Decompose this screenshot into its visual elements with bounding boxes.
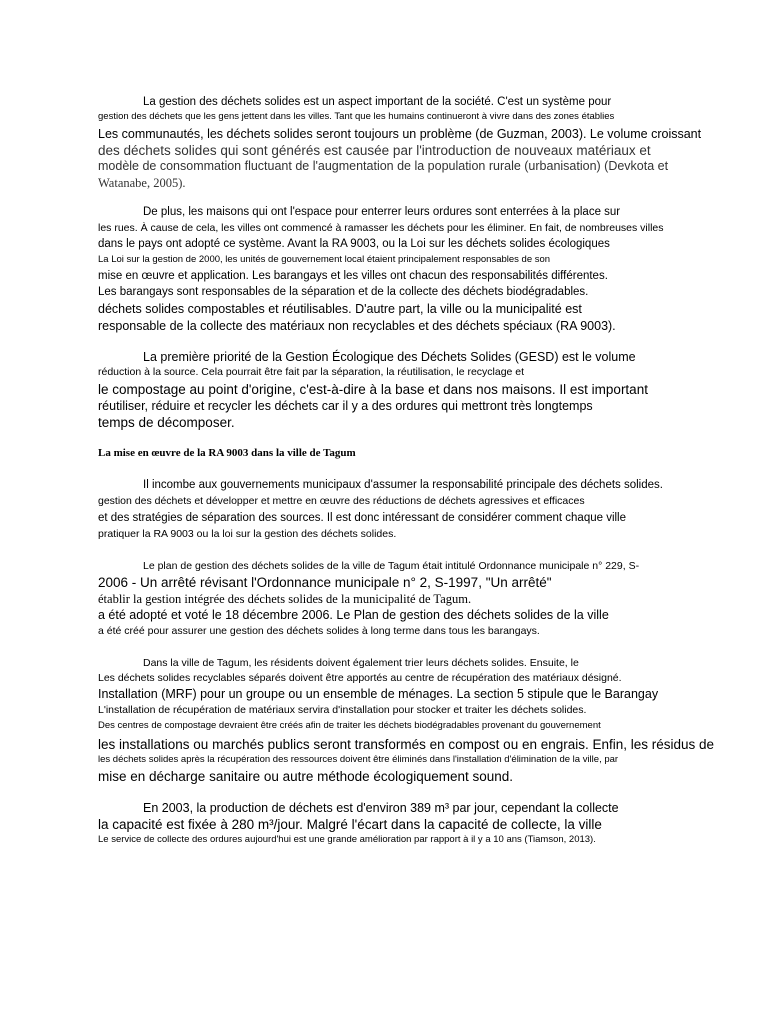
paragraph-7-line-2: la capacité est fixée à 280 m³/jour. Malgré l'écart dans la capacité de collecte, la ville xyxy=(98,817,602,832)
paragraph-2-line-1: De plus, les maisons qui ont l'espace pour enterrer leurs ordures sont enterrées à la place sur xyxy=(143,206,621,218)
paragraph-3-line-4: réutiliser, réduire et recycler les déchets car il y a des ordures qui mettront très longtemps xyxy=(98,399,593,413)
paragraph-1-line-1: La gestion des déchets solides est un aspect important de la société. C'est un système pour xyxy=(143,96,612,108)
paragraph-6-line-1: Dans la ville de Tagum, les résidents doivent également trier leurs déchets solides. Ensuite, le xyxy=(143,657,579,669)
paragraph-6-line-5: Des centres de compostage devraient être créés afin de traiter les déchets biodégradables provenant du gouvernement xyxy=(98,720,601,731)
paragraph-2-line-3: dans le pays ont adopté ce système. Avant la RA 9003, ou la Loi sur les déchets solides écologiques xyxy=(98,238,610,250)
paragraph-6-line-3: Installation (MRF) pour un groupe ou un ensemble de ménages. La section 5 stipule que le Barangay xyxy=(98,687,659,701)
paragraph-6-line-7: les déchets solides après la récupération des ressources doivent être éliminés dans l'installation d'élimination de la ville, par xyxy=(98,754,619,765)
paragraph-4-line-2: gestion des déchets et développer et mettre en œuvre des réductions de déchets agressives et efficaces xyxy=(98,495,585,507)
paragraph-5-line-2: 2006 - Un arrêté révisant l'Ordonnance municipale n° 2, S-1997, "Un arrêté" xyxy=(98,575,552,590)
paragraph-6-line-8: mise en décharge sanitaire ou autre méthode écologiquement sound. xyxy=(98,769,514,784)
paragraph-4-line-1: Il incombe aux gouvernements municipaux d'assumer la responsabilité principale des déchets solides. xyxy=(143,479,663,491)
paragraph-1-line-3: Les communautés, les déchets solides seront toujours un problème (de Guzman, 2003). Le volume croissant xyxy=(98,127,702,141)
paragraph-5-line-4: a été adopté et voté le 18 décembre 2006. Le Plan de gestion des déchets solides de la ville xyxy=(98,608,609,622)
paragraph-4-line-4: pratiquer la RA 9003 ou la loi sur la gestion des déchets solides. xyxy=(98,528,397,540)
paragraph-5-line-5: a été créé pour assurer une gestion des déchets solides à long terme dans tous les barangays. xyxy=(98,625,540,637)
paragraph-1-line-2: gestion des déchets que les gens jettent dans les villes. Tant que les humains continueront à vivre dans des zones établies xyxy=(98,111,615,122)
paragraph-4-line-3: et des stratégies de séparation des sources. Il est donc intéressant de considérer comment chaque ville xyxy=(98,512,627,524)
paragraph-7-line-1: En 2003, la production de déchets est d'environ 389 m³ par jour, cependant la collecte xyxy=(143,801,619,815)
paragraph-5-line-3: établir la gestion intégrée des déchets solides de la municipalité de Tagum. xyxy=(98,592,472,606)
paragraph-6-line-4: L'installation de récupération de matériaux servira d'installation pour stocker et traiter les déchets solides. xyxy=(98,704,587,716)
paragraph-1-line-5: modèle de consommation fluctuant de l'augmentation de la population rurale (urbanisation) (Devkota et xyxy=(98,159,669,173)
section-heading: La mise en œuvre de la RA 9003 dans la ville de Tagum xyxy=(98,447,356,459)
paragraph-3-line-1: La première priorité de la Gestion Écologique des Déchets Solides (GESD) est le volume xyxy=(143,350,636,364)
paragraph-3-line-3: le compostage au point d'origine, c'est-à-dire à la base et dans nos maisons. Il est important xyxy=(98,382,648,397)
paragraph-2-line-6: Les barangays sont responsables de la séparation et de la collecte des déchets biodégradables. xyxy=(98,286,589,298)
paragraph-2-line-5: mise en œuvre et application. Les barangays et les villes ont chacun des responsabilités différentes. xyxy=(98,270,608,282)
paragraph-6-line-2: Les déchets solides recyclables séparés doivent être apportés au centre de récupération des matériaux désigné. xyxy=(98,672,622,684)
paragraph-3-line-5: temps de décomposer. xyxy=(98,415,235,430)
paragraph-1-line-4: des déchets solides qui sont générés est causée par l'introduction de nouveaux matériaux et xyxy=(98,143,651,158)
paragraph-5-line-1: Le plan de gestion des déchets solides de la ville de Tagum était intitulé Ordonnance municipale n° 229, S- xyxy=(143,560,640,572)
paragraph-7-line-3: Le service de collecte des ordures aujourd'hui est une grande amélioration par rapport à il y a 10 ans (Tiamson, 2013). xyxy=(98,834,596,845)
paragraph-6-line-6: les installations ou marchés publics seront transformés en compost ou en engrais. Enfin, les résidus de xyxy=(98,737,715,752)
paragraph-3-line-2: réduction à la source. Cela pourrait être fait par la séparation, la réutilisation, le recyclage et xyxy=(98,366,525,378)
paragraph-2-line-4: La Loi sur la gestion de 2000, les unités de gouvernement local étaient principalement responsables de son xyxy=(98,254,551,265)
paragraph-2-line-7: déchets solides compostables et réutilisables. D'autre part, la ville ou la municipalité est xyxy=(98,302,582,316)
paragraph-2-line-2: les rues. À cause de cela, les villes ont commencé à ramasser les déchets pour les éliminer. En fait, de nombreuses villes xyxy=(98,222,664,234)
paragraph-1-line-6: Watanabe, 2005). xyxy=(98,176,186,190)
paragraph-2-line-8: responsable de la collecte des matériaux non recyclables et des déchets spéciaux (RA 9003). xyxy=(98,319,616,333)
